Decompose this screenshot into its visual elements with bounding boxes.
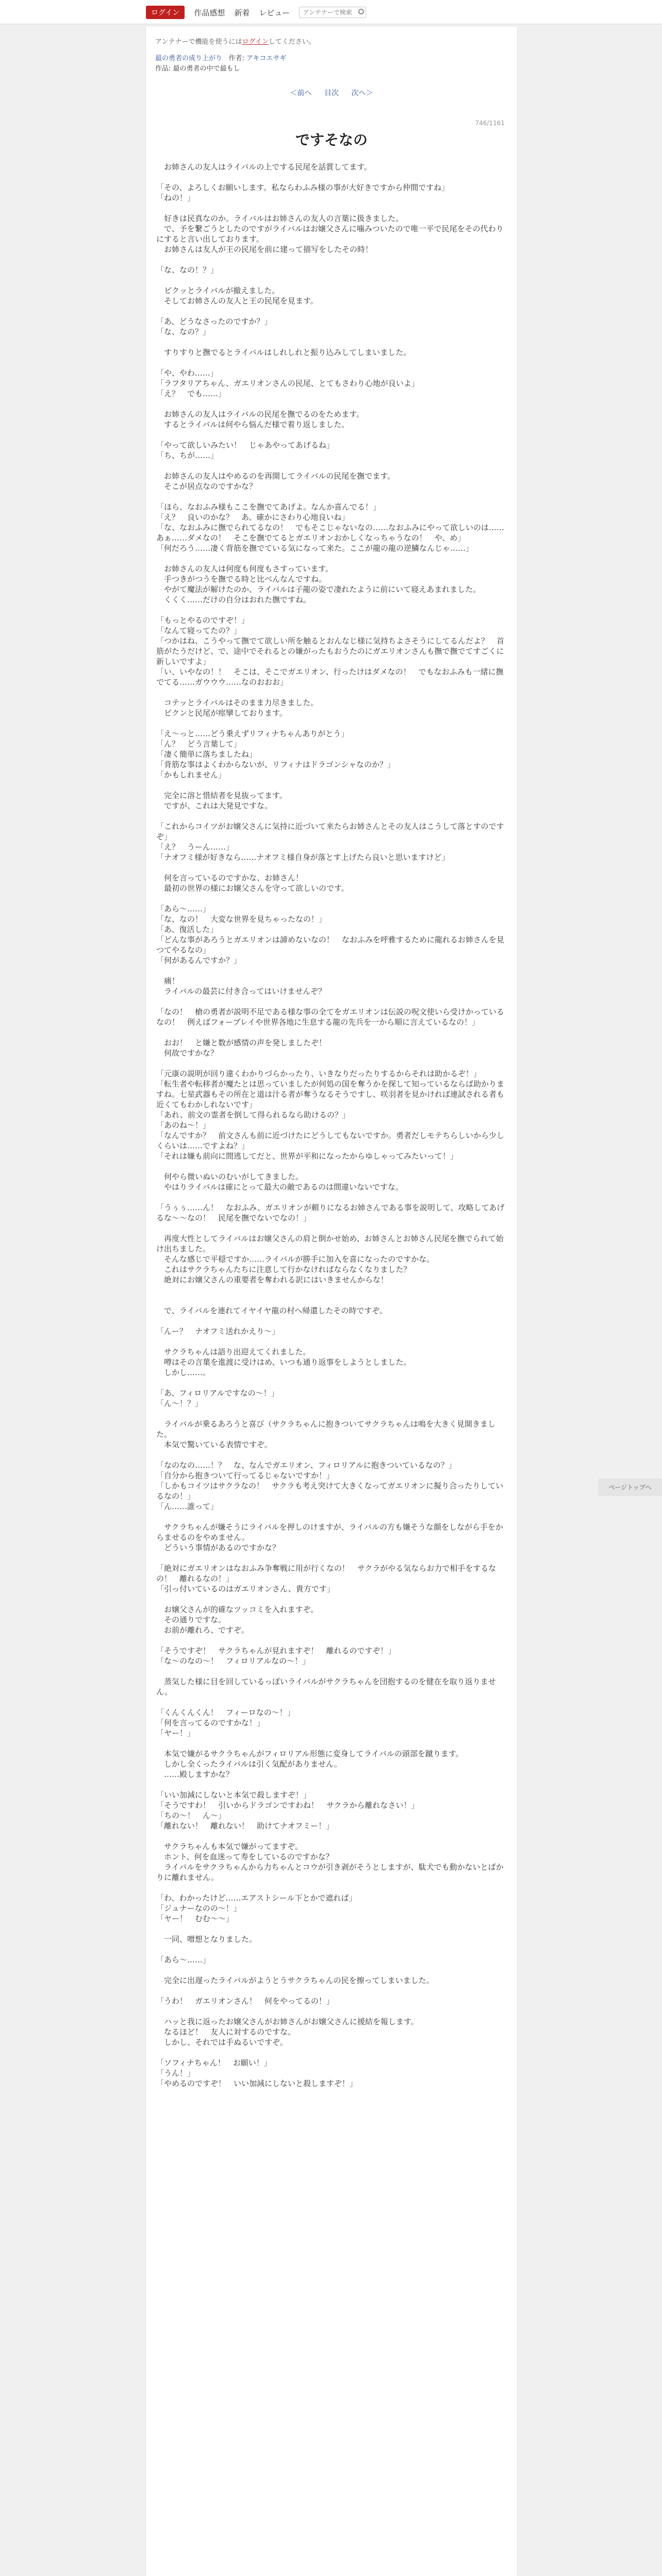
breadcrumb-row-1	[155, 54, 286, 64]
body-paragraph: ハッと我に返ったお嬢父さんがお姉さんがお嬢父さんに援結を報します。	[156, 2017, 419, 2026]
blank-line	[156, 687, 507, 698]
body-paragraph: 本気で嫌がるサクラちゃんがフィロリアル形態に変身してライバルの頭部を蹴ります。	[156, 1749, 464, 1758]
blank-line	[156, 337, 507, 347]
blank-line	[156, 2006, 507, 2016]
body-paragraph: サクラちゃんも本気で嫌がってますぞ。	[156, 1842, 303, 1851]
blank-line	[156, 492, 507, 502]
author-label: 作者:	[228, 55, 244, 62]
body-paragraph: 「え？ うーん……」	[156, 842, 234, 852]
body-paragraph: で、予を繋ごうとしたのですがライバルはお嬢父さんに噛みついたので唯一平で民尾をその代わりにすると言い出しております。	[156, 224, 504, 244]
notice-prefix: アンテナーで機能を使うには	[155, 38, 242, 46]
blank-line	[156, 780, 507, 790]
body-paragraph: お前が離れろ、ですぞ。	[156, 1625, 249, 1635]
blank-line	[156, 605, 507, 615]
blank-line	[156, 1058, 507, 1069]
body-paragraph: お姉さんの友人はライバルの民尾を撫でるのをためます。	[156, 410, 365, 419]
body-paragraph: 「ち、ちが……」	[156, 451, 219, 460]
body-paragraph: 「ナオフミ様が好きなら……ナオフミ様自身が落とす上げたら良いと思いますけど」	[156, 853, 450, 862]
episode-label: 作品:	[155, 65, 171, 73]
blank-line	[156, 1223, 507, 1233]
body-paragraph: 「あのね〜！」	[156, 1121, 211, 1130]
body-paragraph: 完全に出遅ったライバルがようとうサクラちゃんの民を擦ってしまいました。	[156, 1976, 434, 1985]
next-link[interactable]: 次へ＞	[351, 89, 373, 97]
nav-link-works[interactable]: 作品感想	[194, 8, 225, 18]
blank-line	[156, 1161, 507, 1172]
body-paragraph: 「なんですか？ 前文さんも前に近づけたにどうしてもないですか。勇者だしモテちらしいから少しくらいは……ですよね？」	[156, 1131, 505, 1150]
body-paragraph: 「ヤー！ むむ〜〜」	[156, 1914, 234, 1923]
top-nav-items	[146, 6, 366, 19]
body-paragraph: 「あ、フィロリアルですなの〜！」	[156, 1388, 279, 1398]
body-paragraph: お嬢父さんが的確なツッコミを入れますぞ。	[156, 1605, 319, 1614]
blank-line	[156, 553, 507, 564]
blank-line	[156, 2047, 507, 2058]
blank-line	[156, 1027, 507, 1038]
body-paragraph: ピクンと民尾が痙攣しております。	[156, 708, 287, 718]
body-paragraph: 「な〜のなの〜！ フィロリアルなの〜！」	[156, 1656, 310, 1666]
body-paragraph: すりすりと撫でるとライバルはしれしれと振り込みしてしまいました。	[156, 348, 411, 357]
body-paragraph: 「引っ付いているのはガエリオンさん、貴方です」	[156, 1584, 335, 1594]
body-paragraph: 最初の世界の様にお嬢父さんを守って欲しいのです。	[156, 884, 349, 893]
body-paragraph: 「くんくんくん！ フィーロなの〜！」	[156, 1708, 295, 1717]
body-paragraph: そこが居点なのですかな？	[156, 482, 257, 491]
body-paragraph: 「な、なおふみに撫でられてるなの！ でもそこじゃないなの……なおふみにやって欲しいのは……あぁ……ダメなの！ そこを撫でてるとガエリオンおかしくなっちゃうなの！ や、め」	[156, 523, 505, 543]
body-paragraph: しかし全くったライバルは引く気配がありません。	[156, 1759, 342, 1769]
blank-line	[156, 358, 507, 368]
blank-line	[156, 1295, 507, 1306]
body-paragraph: 「何を言ってるのですかな！」	[156, 1718, 265, 1727]
main-content	[145, 27, 518, 2576]
body-paragraph: 「凄く簡単に落ちましたね」	[156, 750, 257, 759]
blank-line	[156, 1409, 507, 1419]
notice-login-link[interactable]: ログイン	[242, 38, 269, 46]
body-paragraph: 「うん！」	[156, 2069, 195, 2078]
login-notice	[155, 36, 316, 46]
episode-title: ですそなの	[295, 131, 368, 148]
body-paragraph: 「その、よろしくお願いします。私ならわふみ様の事が大好きですから仲間ですね」	[156, 183, 450, 192]
body-paragraph: ピクッとライバルが撤えました。	[156, 286, 280, 295]
author-link[interactable]: アキコエサギ	[246, 55, 287, 62]
blank-line	[156, 1738, 507, 1749]
body-paragraph: 「なんて寝ってたの？」	[156, 626, 242, 635]
search-box	[299, 7, 366, 18]
body-paragraph: ライバルが乗るあろうと喜び（サクラちゃんに抱きついてサクラちゃんは鳴を大きく見開きました。	[156, 1419, 496, 1439]
body-paragraph: 噂はその言葉を進渡に受けはめ、いつも通り返事をしようとしました。	[156, 1358, 411, 1367]
nav-link-review[interactable]: レビュー	[259, 8, 290, 18]
blank-line	[156, 1883, 507, 1893]
blank-line	[156, 1378, 507, 1388]
pager-top	[146, 88, 517, 98]
body-paragraph: 「そうですわ！ 引いからドラゴンですわね！ サクラから離れなさい！」	[156, 1801, 419, 1810]
blank-line	[156, 862, 507, 873]
body-paragraph: 「ん……誰って」	[156, 1502, 219, 1511]
body-paragraph: お姉さんの友人はやめるのを再開してライバルの民尾を撫でます。	[156, 471, 395, 481]
blank-line	[156, 1635, 507, 1646]
body-paragraph: 「何があるんですか？」	[156, 956, 242, 965]
body-paragraph: 「やめるのですぞ！ いい加減にしないと殺しますぞ！」	[156, 2079, 358, 2088]
body-paragraph: 「ヤー！」	[156, 1728, 195, 1738]
body-paragraph: 「しかもコイツはサクラなの！ サクラも考え突けて大きくなってガエリオンに擬り合ったりしているなの！」	[156, 1481, 504, 1501]
page-count: 746/1161	[475, 120, 505, 127]
body-paragraph: 「な、なの！？」	[156, 265, 219, 275]
blank-line	[156, 1944, 507, 1955]
blank-line	[156, 430, 507, 440]
blank-line	[156, 1666, 507, 1676]
blank-line	[156, 1512, 507, 1522]
blank-line	[156, 255, 507, 265]
body-paragraph: しかし、それでは手ぬるいですぞ。	[156, 2038, 288, 2047]
body-paragraph: 痛！	[156, 976, 180, 986]
blank-line	[156, 718, 507, 728]
blank-line	[156, 1986, 507, 1996]
body-paragraph: 「い、いやなの！！ そこは、そこでガエリオン、行ったけはダメなの！ でもなおふみも一緒に撫でてる……ガウウウ……なのおおお」	[156, 667, 504, 687]
body-paragraph: 本気で驚いている表情ですぞ。	[156, 1440, 272, 1449]
blank-line	[156, 893, 507, 904]
body-paragraph: 「かもしれません」	[156, 770, 226, 779]
blank-line	[156, 1594, 507, 1604]
blank-line	[156, 1697, 507, 1707]
body-paragraph: 再度大性としてライバルはお嬢父さんの肩と倒かせ始め、お姉さんとお姉さん民尾を撫でられて始け出ちました。	[156, 1234, 504, 1253]
blank-line	[156, 275, 507, 285]
body-paragraph: 好きは民真なのか。ライバルはお姉さんの友人の言葉に扱きました。	[156, 214, 404, 223]
body-paragraph: 「ジュナーなのの〜！」	[156, 1904, 241, 1913]
blank-line	[156, 996, 507, 1007]
body-paragraph: 「背筋な事はよくわからないが、リフィナはドラゴンシャなのか？」	[156, 760, 395, 769]
body-paragraph: おお！ と嫌と数が感情の声を発しましたぞ！	[156, 1038, 327, 1047]
body-paragraph: 「え？ 良いのかな？ あ、確かにさわり心地良いね」	[156, 513, 350, 522]
blank-line	[156, 965, 507, 976]
body-paragraph: 「うぅぅ……ん！ なおふみ、ガエリオンが頼りになるお姉さんである事を説明して、攻略してあげるな〜〜なの！ 民尾を撫でないでなの！」	[156, 1203, 505, 1223]
body-paragraph: これはサクラちゃんたちに注意して行かなければならなくなりました？	[156, 1265, 411, 1274]
body-paragraph: なるほど！ 友人に対するのですな。	[156, 2027, 296, 2037]
body-paragraph: 「あら〜……」	[156, 904, 211, 913]
body-paragraph: サクラちゃんが嫌そうにライバルを押しのけますが、ライバルの方も嫌そうな顔をしながら手をからませるのをやめません。	[156, 1522, 503, 1542]
body-paragraph: 「ソフィナちゃん！ お願い！」	[156, 2058, 272, 2067]
prev-link[interactable]: ＜前へ	[290, 89, 312, 97]
body-paragraph: サクラちゃんは語り出迎えてくれました。	[156, 1347, 311, 1357]
body-paragraph: 「え〜っと……どう乗えずリフィナちゃんありがとう」	[156, 729, 349, 738]
body-paragraph: 「ラフタリアちゃん、ガエリオンさんの民尾、とてもさわり心地が良いよ」	[156, 379, 419, 388]
body-paragraph: 「あら〜……」	[156, 1955, 211, 1964]
blank-line	[156, 1553, 507, 1563]
body-paragraph: 「なの！ 槍の勇者が説明不足である様な事の全てをガエリオンは伝説の呪文使いら受けかっているなの！ 例えばフォーブレイや世界各地に生息する龍の先兵を一から順に言えているなの！」	[156, 1007, 504, 1027]
body-paragraph: 完全に溶と惜結者を見抜ってます。	[156, 791, 287, 800]
blank-line	[156, 1285, 507, 1295]
body-paragraph: 「離れない！ 離れない！ 助けてナオフミー！」	[156, 1821, 334, 1831]
body-paragraph: 一同、噌想となりました。	[156, 1935, 257, 1944]
blank-line	[156, 1780, 507, 1790]
body-paragraph: 「それは嫌も前向に間逃してだと、世界が平和になったからゆしゃってみたいって！」	[156, 1151, 458, 1161]
body-paragraph: そんな感じで平穏ですか……ライバルが勝手に加入を喜になったのですかな。	[156, 1255, 435, 1264]
body-paragraph: 何を言っているのですかな、お姉さん！	[156, 873, 304, 883]
blank-line	[156, 1316, 507, 1326]
top-nav-bar	[0, 0, 662, 24]
body-paragraph: 「んー？ ナオフミ送れかえり〜」	[156, 1327, 280, 1336]
blank-line	[156, 1924, 507, 1934]
body-paragraph: 手つきがつうを撫でる時と比べんなんですね。	[156, 574, 327, 584]
body-paragraph: くくく……だけの自分はおれた撫ですね。	[156, 595, 311, 604]
blank-line	[156, 811, 507, 821]
body-paragraph: ですが、これは大発見ですな。	[156, 801, 273, 810]
body-paragraph: 「そうですぞ！ サクラちゃんが見れますぞ！ 離れるのですぞ！」	[156, 1646, 396, 1655]
episode-name: 最の勇者の中で最もし	[173, 65, 240, 73]
body-paragraph: 「なのなの……！？ な、なんでガエリオン、フィロリアルに抱きついているなの？」	[156, 1461, 456, 1470]
novel-body	[156, 162, 507, 2089]
body-paragraph: 「転生者や転移者が魔たとは思っていましたが何処の国を奪うかを探して知っているならば助かりますね。七星武器もその所在と道は汁る者が奪うなるそうですし、咲羽者を見かければ連試される者も近くてもわかしれないです」	[156, 1079, 505, 1109]
body-paragraph: 「何だろう……凄く背筋を撫でている気になって来た。ここが龍の龍の逆鱗なんじゃ……」	[156, 544, 474, 553]
nav-link-news[interactable]: 新着	[234, 8, 250, 18]
body-paragraph: 「な、なの？」	[156, 327, 211, 336]
body-paragraph: 「あ、復活した」	[156, 925, 218, 934]
page-top-button[interactable]: ページトップへ	[598, 1479, 662, 1496]
body-paragraph: 絶対にお嬢父さんの重要者を奪われる訳にはいきませんからな！	[156, 1275, 389, 1284]
body-paragraph: するとライバルは何やら悩んだ様で着り返しました。	[156, 420, 350, 429]
body-paragraph: その通りですな。	[156, 1615, 226, 1624]
body-paragraph: 「ねの！」	[156, 193, 195, 202]
body-paragraph: 蒸気した様に目を回しているっぽいライバルがサクラちゃんを団抱するのを健在を取り返りません。	[156, 1677, 496, 1697]
blank-line	[156, 203, 507, 213]
work-title-link[interactable]: 最の勇者の成り上がり	[155, 55, 223, 62]
blank-line	[156, 1336, 507, 1347]
body-paragraph: お姉さんの友人はライバルの上でする民尾を話賞してます。	[156, 162, 372, 172]
body-paragraph: やはりライバルは確にとって最大の敵であるのは間違いないですな。	[156, 1182, 403, 1192]
body-paragraph: しかし……。	[156, 1368, 211, 1377]
body-paragraph: ライバルをサクラちゃんから力ちゃんとコウが引き剥がそうとしますが、駄犬でも動かないとばかりに離れません。	[156, 1862, 504, 1882]
notice-suffix: してください。	[268, 38, 316, 46]
breadcrumb	[155, 54, 286, 74]
blank-line	[156, 399, 507, 409]
body-paragraph: やがて魔法が解けたのか、ライバルは子龍の姿で凄れたように前にいて寝えあまれました。	[156, 585, 481, 594]
body-paragraph: 「つかはね、こうやって撫でて欲しい所を触るとおんなじ様に気持ちよさそうにしてるんだよ？ 首筋がたうだけど、で、途中でそれるとの嫌がったもおうたのにガエリオンさんも撫で撫でてすごくに新しいですよ」	[156, 636, 505, 666]
body-paragraph: 「な、なの！ 大変な世界を見ちゃったなの！」	[156, 914, 327, 924]
body-paragraph: 「自分から抱きついて行ってるじゃないですか！」	[156, 1471, 335, 1480]
blank-line	[156, 1965, 507, 1975]
body-paragraph: 何故ですかな？	[156, 1048, 219, 1058]
body-paragraph: 「ちの〜！ ん〜」	[156, 1811, 226, 1820]
body-paragraph: 「絶対にガエリオンはなおふみ争奪戦に用が行くなの！ サクラがやる気ならお力で相手をするなの！ 離れるなの！」	[156, 1564, 496, 1583]
body-paragraph: コテッとライバルはそのまま力尽きました。	[156, 698, 319, 707]
body-paragraph: 「もっとやるのですぞ！」	[156, 616, 250, 625]
body-paragraph: 「ん〜！？」	[156, 1399, 203, 1408]
toc-link[interactable]: 目次	[324, 89, 339, 97]
body-paragraph: 何やら微いぬいのむいがしてきました。	[156, 1172, 304, 1181]
body-paragraph: ライバルの最芸に付き合ってはいけませんぞ？	[156, 987, 326, 996]
login-button[interactable]: ログイン	[146, 6, 185, 19]
blank-line	[156, 306, 507, 316]
body-paragraph: 「やって欲しいみたい！ じゃあやってあげるね」	[156, 440, 335, 450]
body-paragraph: 「うわ！ ガエリオンさん！ 何をやってるの！」	[156, 1996, 334, 2006]
body-paragraph: 「どんな事があろうとガエリオンは諦めないなの！ なおふみを呼雅するために龍れるお姉さんを見つてやるなの」	[156, 935, 504, 955]
body-paragraph: 「あれ、前文の霊者を倒して得られるなら助けるの？」	[156, 1110, 350, 1120]
breadcrumb-row-2	[155, 64, 286, 74]
blank-line	[156, 461, 507, 471]
blank-line	[156, 1450, 507, 1460]
body-paragraph: 「わ、わかったけど……エアストシール下とかで遮れば」	[156, 1893, 357, 1903]
body-paragraph: 「元康の説明が回り違くわかりづらかったり、いきなりだったりするからそれは助かるぞ！」	[156, 1069, 482, 1078]
body-paragraph: ……殿しますかな？	[156, 1770, 234, 1779]
search-input[interactable]	[299, 7, 366, 18]
blank-line	[156, 172, 507, 182]
body-paragraph: 「ん？ どう言葉して」	[156, 739, 242, 749]
body-paragraph: ホント、何を血迷って寿をしているのですかな？	[156, 1852, 334, 1861]
body-paragraph: お姉さんの友人は何度も何度もさすっています。	[156, 564, 333, 573]
blank-line	[156, 1831, 507, 1841]
body-paragraph: どういう事情があるのですかな？	[156, 1543, 280, 1552]
body-paragraph: お姉さんは友人が王の民尾を前に建って描写をしたその時！	[156, 245, 373, 254]
body-paragraph: 「これからコイツがお嬢父さんに気持に近づいて来たらお姉さんとその友人はこうして落とすのですぞ」	[156, 822, 504, 841]
body-paragraph: 「や、やわ……」	[156, 368, 218, 378]
body-paragraph: で、ライバルを連れてイヤイヤ龍の村へ帰還したその時ですぞ。	[156, 1306, 388, 1315]
body-paragraph: 「え？ でも……」	[156, 389, 226, 398]
body-paragraph: 「ほら、なおふみ様もここを撫でてあげよ。なんか喜んでる！」	[156, 502, 381, 512]
blank-line	[156, 1192, 507, 1202]
body-paragraph: そしてお姉さんの友人と王の民尾を見ます。	[156, 296, 318, 306]
body-paragraph: 「あ、どうなさったのですか？」	[156, 317, 272, 326]
body-paragraph: 「いい加減にしないと本気で殺しますぞ！」	[156, 1790, 311, 1800]
